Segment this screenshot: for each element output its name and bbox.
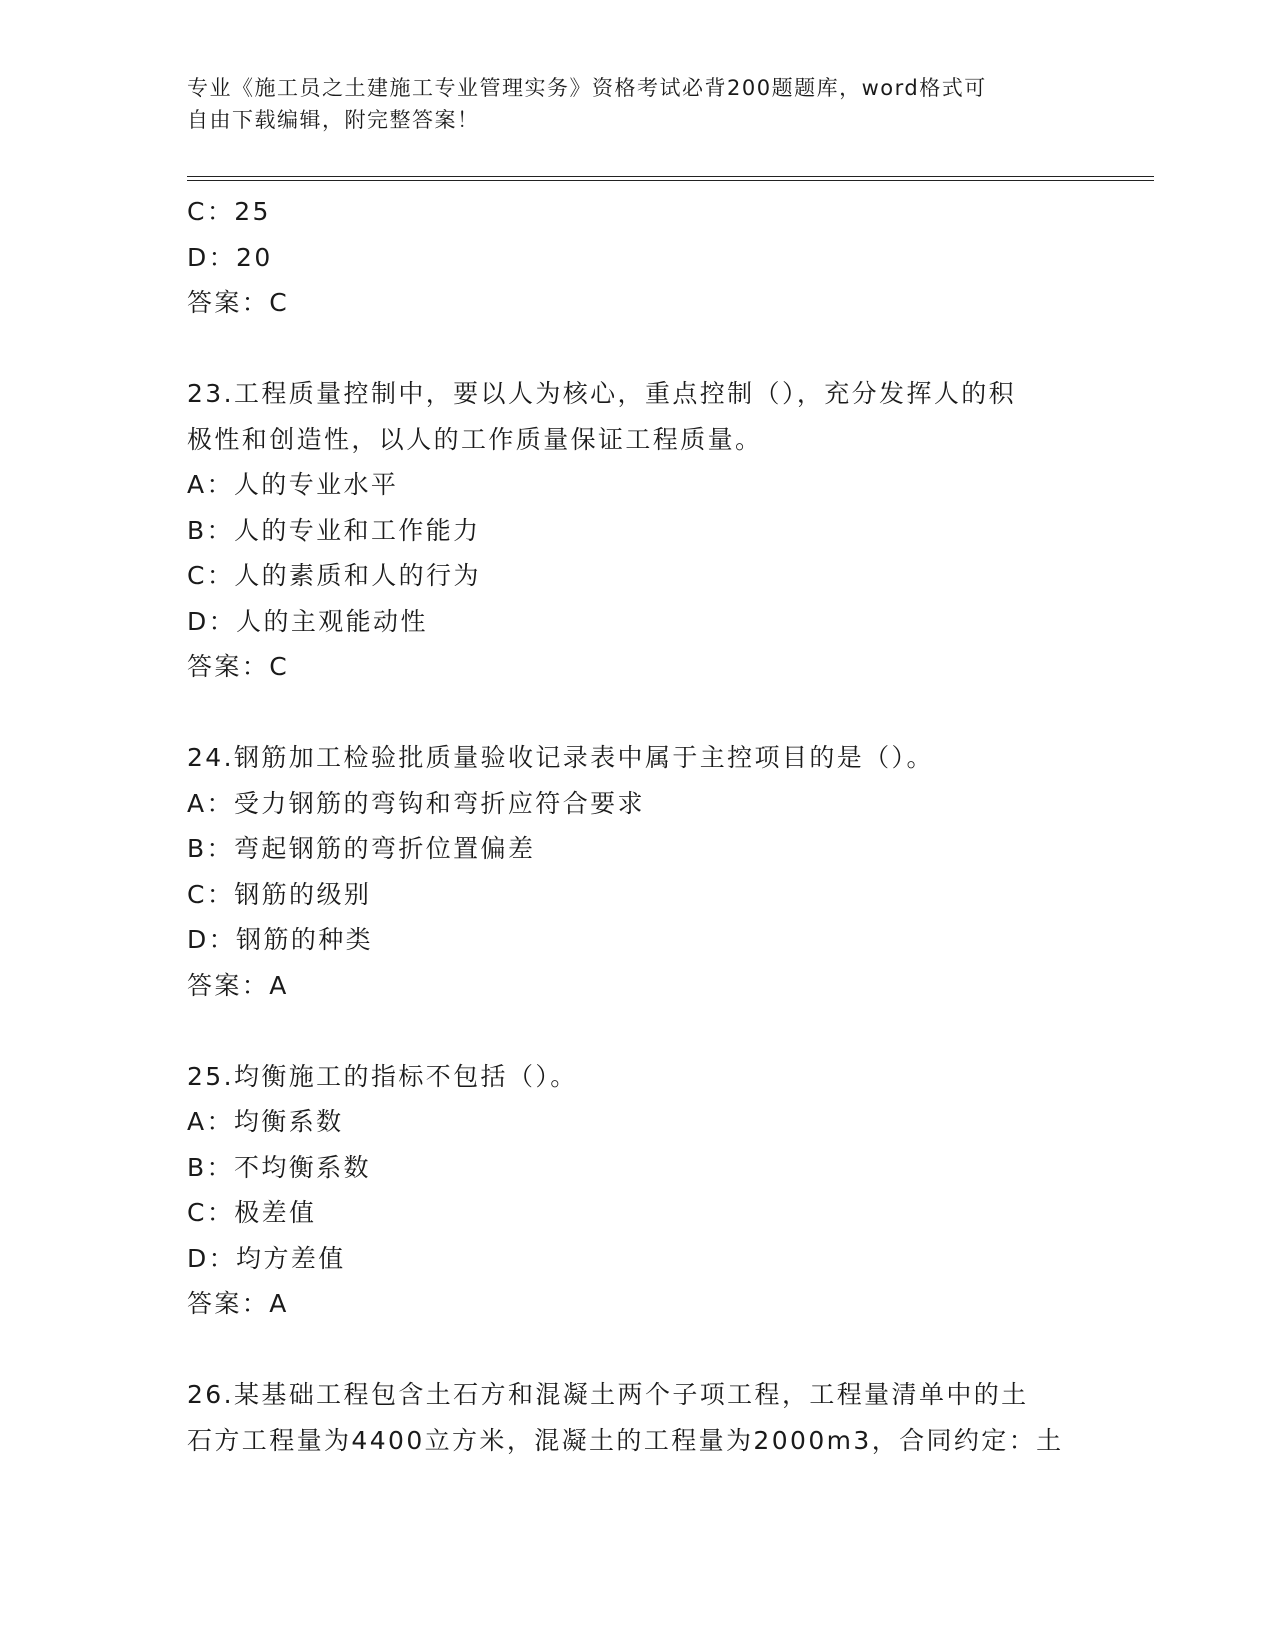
option-b: B：弯起钢筋的弯折位置偏差 <box>187 834 536 863</box>
question-content <box>187 189 1147 1463</box>
spacer <box>187 1327 1147 1373</box>
answer: 答案：A <box>187 1289 289 1318</box>
answer: 答案：C <box>187 288 290 317</box>
option-c: C：人的素质和人的行为 <box>187 561 481 590</box>
question-26 <box>187 1372 1147 1463</box>
answer: 答案：C <box>187 652 290 681</box>
question-text-line-1: 26.某基础工程包含土石方和混凝土两个子项工程，工程量清单中的土 <box>187 1380 1029 1409</box>
question-text-line-2: 石方工程量为4400立方米，混凝土的工程量为2000m3，合同约定：土 <box>187 1425 1064 1455</box>
option-c: C：极差值 <box>187 1198 317 1227</box>
option-d: D：20 <box>187 242 273 272</box>
option-d: D：人的主观能动性 <box>187 606 428 636</box>
header-title-line-1: 专业《施工员之土建施工专业管理实务》资格考试必背200题题库，word格式可 <box>187 76 987 100</box>
option-d: D：钢筋的种类 <box>187 925 374 954</box>
option-b: B：不均衡系数 <box>187 1152 371 1182</box>
question-text-line-1: 25.均衡施工的指标不包括（）。 <box>187 1061 578 1091</box>
option-c: C：钢筋的级别 <box>187 879 372 909</box>
spacer <box>187 690 1147 736</box>
spacer <box>187 326 1147 372</box>
question-25 <box>187 1054 1147 1327</box>
previous-question <box>187 189 1147 326</box>
option-a: A：均衡系数 <box>187 1107 344 1136</box>
option-b: B：人的专业和工作能力 <box>187 515 481 545</box>
question-text-line-1: 24.钢筋加工检验批质量验收记录表中属于主控项目的是（）。 <box>187 743 934 772</box>
page-header <box>187 72 1087 136</box>
question-text-line-2: 极性和创造性，以人的工作质量保证工程质量。 <box>187 424 763 454</box>
question-23 <box>187 371 1147 690</box>
question-24 <box>187 735 1147 1008</box>
option-a: A：受力钢筋的弯钩和弯折应符合要求 <box>187 788 645 818</box>
header-divider <box>187 176 1154 181</box>
header-title-line-2: 自由下载编辑，附完整答案！ <box>187 108 480 132</box>
option-c: C：25 <box>187 197 271 226</box>
option-d: D：均方差值 <box>187 1243 346 1273</box>
spacer <box>187 1008 1147 1054</box>
option-a: A：人的专业水平 <box>187 470 399 499</box>
answer: 答案：A <box>187 970 289 1000</box>
question-text-line-1: 23.工程质量控制中，要以人为核心，重点控制（），充分发挥人的积 <box>187 379 1017 408</box>
